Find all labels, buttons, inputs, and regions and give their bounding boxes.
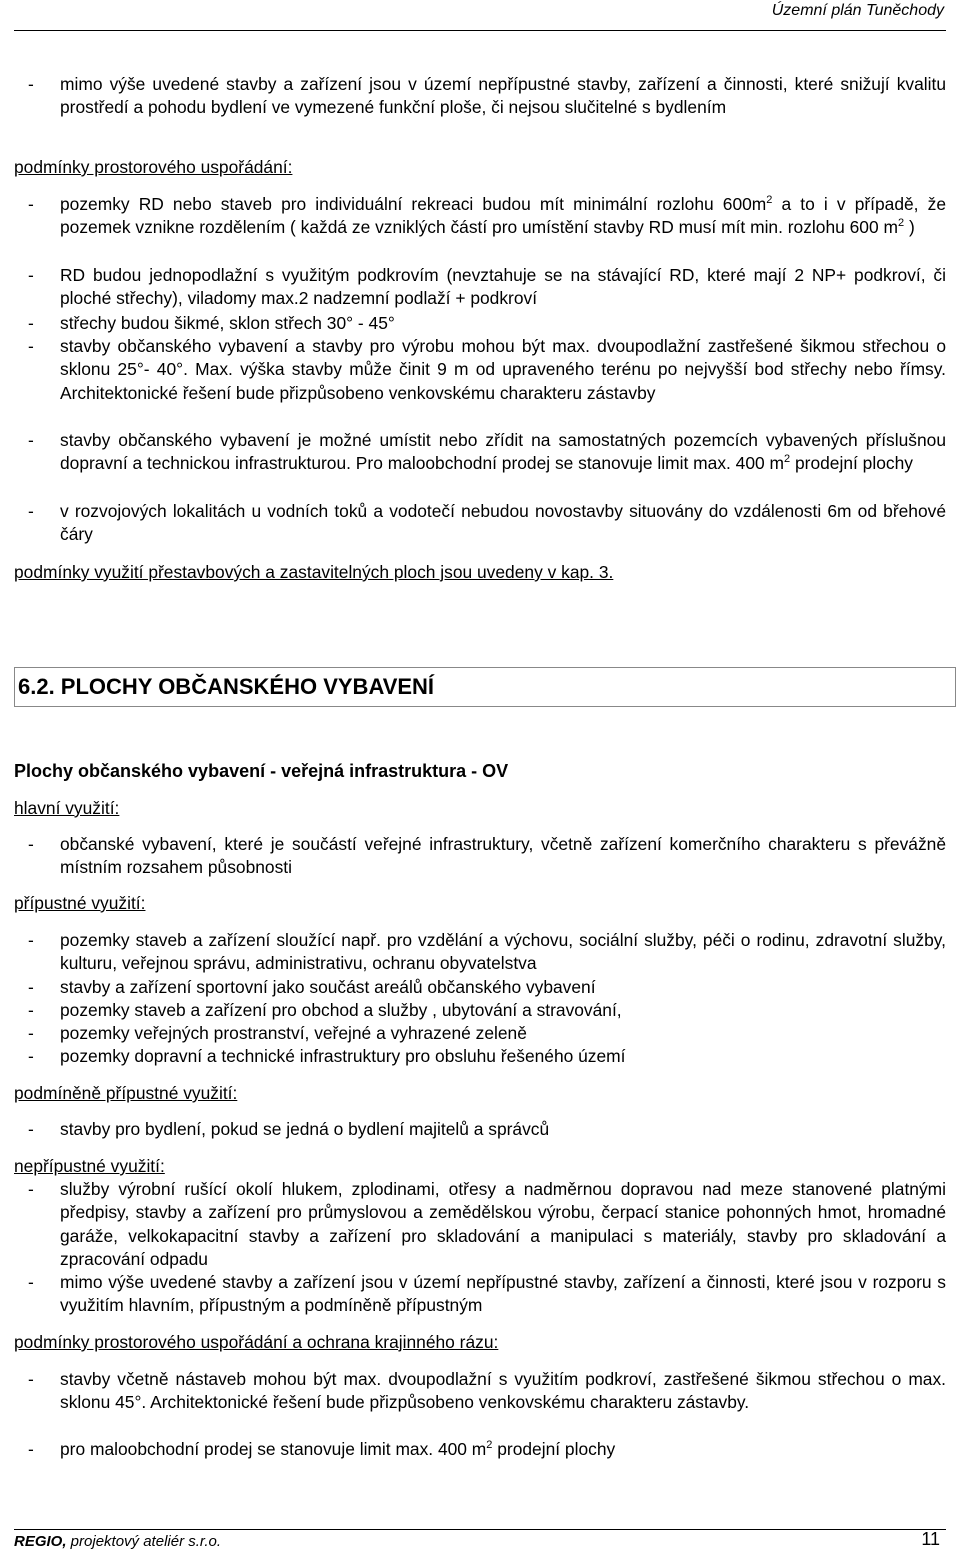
bullet-dash: - bbox=[28, 336, 34, 356]
bullet-dash: - bbox=[28, 1000, 34, 1020]
item-text: pozemky staveb a zařízení sloužící např. pro vzdělání a výchovu, sociální služby, péči o rodinu, zdravotní služby, kulturu, veřejnou správu, administrativu, ochranu obyvatelstva bbox=[60, 930, 946, 974]
list-item bbox=[28, 1271, 946, 1318]
item-text: pozemky dopravní a technické infrastruktury pro obsluhu řešeného území bbox=[60, 1046, 626, 1066]
item-text: prodejní plochy bbox=[492, 1439, 616, 1459]
bullet-dash: - bbox=[28, 834, 34, 854]
item-text: pro maloobchodní prodej se stanovuje limit max. 400 m bbox=[60, 1439, 487, 1459]
item-text: stavby občanského vybavení je možné umístit nebo zřídit na samostatných pozemcích vybavených příslušnou dopravní a technickou infrastrukturou. Pro maloobchodní prodej se stanovuje limit max. 400 m bbox=[60, 430, 946, 474]
superscript: 2 bbox=[784, 453, 791, 466]
list-item bbox=[28, 73, 946, 120]
bullet-dash: - bbox=[28, 430, 34, 450]
section-label-podminene: podmíněně přípustné využití: bbox=[14, 1083, 238, 1103]
bullet-dash: - bbox=[28, 1272, 34, 1292]
list-item bbox=[28, 312, 946, 335]
item-text: stavby a zařízení sportovní jako součást areálů občanského vybavení bbox=[60, 977, 596, 997]
bullet-dash: - bbox=[28, 1179, 34, 1199]
list-item bbox=[28, 929, 946, 976]
document-header-title: Územní plán Tuněchody bbox=[771, 2, 944, 19]
footer-company bbox=[14, 1533, 221, 1550]
section-label-nepripustne: nepřípustné využití: bbox=[14, 1156, 165, 1176]
superscript: 2 bbox=[486, 1439, 493, 1452]
item-text: střechy budou šikmé, sklon střech 30° - 45° bbox=[60, 313, 395, 333]
item-text: stavby občanského vybavení a stavby pro výrobu mohou být max. dvoupodlažní zastřešené šikmou střechou o sklonu 25°- 40°. Max. výška stavby může činit 9 m od upraveného terénu po nejvyšší bod střechy nebo římsy. Architektonické řešení bude přizpůsobeno venkovskému charakteru zástavby bbox=[60, 336, 946, 403]
page-number: 11 bbox=[921, 1529, 940, 1549]
bullet-dash: - bbox=[28, 74, 34, 94]
section-heading-box bbox=[14, 667, 956, 707]
item-text: a to i v případě, že pozemek vznikne rozdělením ( každá ze vzniklých částí pro umístění stavby RD musí mít min. rozlohu 600 m bbox=[60, 194, 946, 238]
item-text: stavby pro bydlení, pokud se jedná o bydlení majitelů a správců bbox=[60, 1119, 550, 1139]
section-heading: 6.2. PLOCHY OBČANSKÉHO VYBAVENÍ bbox=[18, 674, 435, 699]
bullet-dash: - bbox=[28, 1119, 34, 1139]
list-item bbox=[28, 976, 946, 999]
bullet-dash: - bbox=[28, 1046, 34, 1066]
item-text: prodejní plochy bbox=[790, 453, 913, 474]
item-text: stavby včetně nástaveb mohou být max. dvoupodlažní s využitím podkroví, zastřešené šikmou střechou o max. sklonu 45°. Architektonické řešení bude přizpůsobeno venkovskému charakteru zástavby. bbox=[60, 1369, 946, 1413]
section-label-ochrana: podmínky prostorového uspořádání a ochrana krajinného rázu: bbox=[14, 1332, 499, 1352]
list-item bbox=[28, 264, 946, 311]
list-item bbox=[28, 1438, 946, 1461]
superscript: 2 bbox=[897, 217, 905, 230]
list-item bbox=[28, 335, 946, 405]
bullet-dash: - bbox=[28, 265, 34, 285]
header-rule bbox=[14, 30, 946, 31]
list-item bbox=[28, 1022, 946, 1045]
superscript: 2 bbox=[766, 194, 773, 207]
item-text: mimo výše uvedené stavby a zařízení jsou v území nepřípustné stavby, zařízení a činnosti, které snižují kvalitu prostředí a pohodu bydlení ve vymezené funkční ploše, či nejsou slučitelné s bydlením bbox=[60, 74, 946, 118]
item-text: pozemky veřejných prostranství, veřejné a vyhrazené zeleně bbox=[60, 1023, 527, 1043]
section-label-hlavni: hlavní využití: bbox=[14, 798, 120, 818]
bullet-dash: - bbox=[28, 501, 34, 521]
section-label-pripustne: přípustné využití: bbox=[14, 893, 146, 913]
list-item bbox=[28, 193, 946, 240]
footer-rule bbox=[14, 1529, 946, 1530]
bullet-dash: - bbox=[28, 1023, 34, 1043]
section-label-prostorove: podmínky prostorového uspořádání: bbox=[14, 157, 293, 177]
item-text: ) bbox=[904, 217, 915, 238]
bullet-dash: - bbox=[28, 1369, 34, 1389]
item-text: v rozvojových lokalitách u vodních toků a vodotečí nebudou novostavby situovány do vzdálenosti 6m od břehové čáry bbox=[60, 501, 946, 545]
list-item bbox=[28, 1045, 946, 1068]
bullet-dash: - bbox=[28, 313, 34, 333]
item-text: pozemky RD nebo staveb pro individuální rekreaci budou mít minimální rozlohu 600m bbox=[60, 194, 767, 214]
item-text: mimo výše uvedené stavby a zařízení jsou v území nepřípustné stavby, zařízení a činnosti, které jsou v rozporu s využitím hlavním, přípustným a podmíněně přípustným bbox=[60, 1272, 946, 1316]
bullet-dash: - bbox=[28, 977, 34, 997]
list-item bbox=[28, 1118, 946, 1141]
bullet-dash: - bbox=[28, 1439, 34, 1459]
list-item bbox=[28, 833, 946, 880]
item-text: RD budou jednopodlažní s využitým podkrovím (nevztahuje se na stávající RD, které mají 2 NP+ podkroví, či ploché střechy), viladomy max.2 nadzemní podlaží + podkroví bbox=[60, 265, 946, 309]
list-item bbox=[28, 1368, 946, 1415]
item-text: občanské vybavení, které je součástí veřejné infrastruktury, včetně zařízení komerčního charakteru s převážně místním rozsahem působnosti bbox=[60, 834, 946, 878]
footer-company-rest: projektový ateliér s.r.o. bbox=[66, 1533, 222, 1550]
bullet-dash: - bbox=[28, 194, 34, 214]
bullet-dash: - bbox=[28, 930, 34, 950]
footer-company-brand: REGIO, bbox=[14, 1533, 67, 1550]
list-item bbox=[28, 999, 946, 1022]
list-item bbox=[28, 1178, 946, 1271]
subsection-title: Plochy občanského vybavení - veřejná infrastruktura - OV bbox=[14, 761, 509, 781]
note-kap3: podmínky využití přestavbových a zastavitelných ploch jsou uvedeny v kap. 3. bbox=[14, 562, 614, 582]
item-text: služby výrobní rušící okolí hlukem, zplodinami, otřesy a nadměrnou dopravou nad meze stanovené platnými předpisy, stavby a zařízení pro průmyslovou a zemědělskou výrobu, čerpací stanice pohonných hmot, hromadné garáže, velkokapacitní stavby a zařízení pro skladování a manipulaci s materiály, stavby pro skladování a zpracování odpadu bbox=[60, 1179, 946, 1269]
item-text: pozemky staveb a zařízení pro obchod a služby , ubytování a stravování, bbox=[60, 1000, 622, 1020]
list-item bbox=[28, 500, 946, 547]
list-item bbox=[28, 429, 946, 476]
